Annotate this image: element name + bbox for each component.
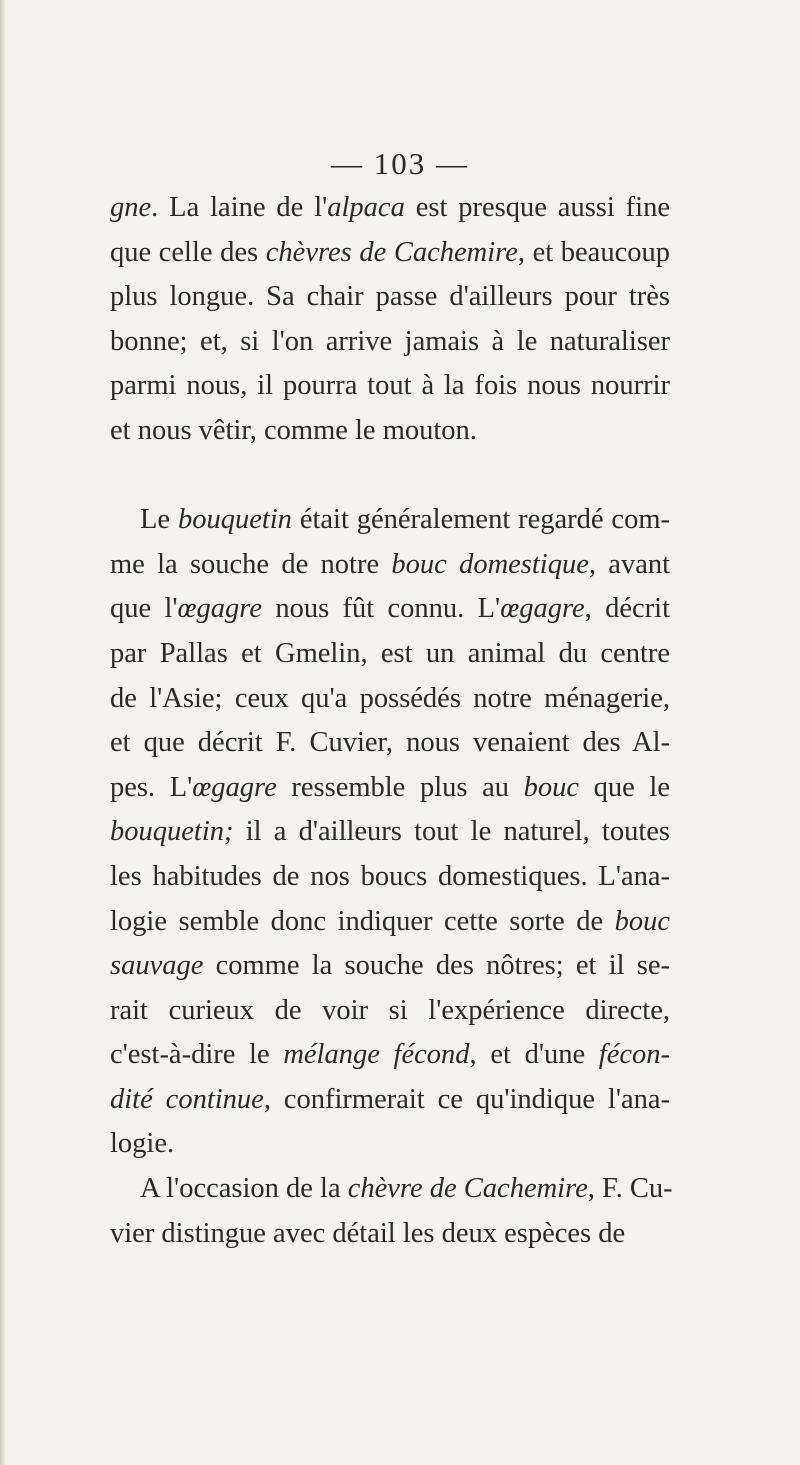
text-segment: logie. [110,1128,175,1160]
text-line [110,855,670,900]
text-segment: c'est-à-dire le [110,1039,284,1071]
text-segment: , F. Cu- [587,1173,673,1205]
text-segment: de l'Asie; ceux qu'a possédés notre ménagerie, [110,682,670,714]
text-segment: pes. L' [110,771,193,803]
italic-segment: sauvage [110,950,204,982]
italic-segment: gne [110,192,152,223]
italic-segment: bouc domestique [391,548,589,580]
text-segment: et que décrit F. Cuvier, nous venaient des Al- [110,727,670,759]
italic-segment: mélange fécond [283,1039,470,1071]
text-line [110,1033,670,1078]
italic-segment: bouc [523,771,580,803]
body-text [110,186,673,1256]
italic-segment: bouquetin; [110,816,234,848]
text-segment: rait curieux de voir si l'expérience directe, [110,994,670,1026]
italic-segment: œgagre [192,771,277,803]
paragraph-1 [110,186,670,454]
text-segment: ressemble plus au [276,771,524,803]
text-segment: il a d'ailleurs tout le naturel, toutes [233,816,670,848]
text-segment: , décrit [584,593,670,625]
text-line [110,409,670,454]
text-segment: logie semble donc indiquer cette sorte de [110,905,615,937]
page-number: — 103 — [331,146,469,181]
text-segment: , et d'une [469,1039,599,1071]
text-segment: A l'occasion de la [140,1173,348,1205]
text-line [110,275,670,320]
italic-segment: bouquetin [177,504,292,536]
text-line [110,320,670,365]
text-segment: , avant [588,548,671,580]
text-segment: bonne; et, si l'on arrive jamais à le naturaliser [110,325,670,357]
paragraph-gap [110,454,670,499]
text-segment: parmi nous, il pourra tout à la fois nous nourrir [110,370,670,402]
italic-segment: œgagre [500,593,585,625]
text-line [110,1167,673,1212]
text-segment: que l' [110,593,178,625]
paragraph-3 [110,1167,673,1256]
text-segment: comme la souche des nôtres; et il se- [203,950,670,982]
italic-segment: bouc [614,905,670,937]
text-line [110,721,670,766]
text-line [110,810,670,855]
text-segment: vier distingue avec détail les deux espèces de [110,1217,626,1249]
text-segment: , et beaucoup [517,236,670,268]
italic-segment: alpaca [327,192,405,223]
text-segment: nous fût connu. L' [262,593,501,625]
text-segment: , confirmerait ce qu'indique l'ana- [263,1083,671,1115]
italic-segment: œgagre [177,593,262,625]
text-line [110,1122,670,1167]
text-segment: par Pallas et Gmelin, est un animal du centre [110,637,670,669]
text-line [110,186,670,231]
text-line [110,1078,670,1123]
text-line [110,587,670,632]
text-line [110,989,670,1034]
italic-segment: chèvres de Cachemire [265,236,518,268]
italic-segment: dité continue [110,1083,264,1115]
text-segment: était généralement regardé com- [291,504,670,536]
text-segment: et nous vêtir, comme le mouton. [110,414,477,446]
text-segment: les habitudes de nos boucs domestiques. L'ana- [110,860,670,892]
text-line [110,543,670,588]
text-segment: me la souche de notre [110,548,392,580]
text-segment: Le [140,504,178,536]
text-line [110,766,670,811]
text-line [110,677,670,722]
text-line [110,944,670,989]
text-line [110,364,670,409]
text-line [110,1212,670,1257]
page-binding-edge [0,0,6,1465]
text-segment: est presque aussi fine [404,192,670,223]
text-line [110,900,670,945]
text-segment: plus longue. Sa chair passe d'ailleurs pour très [110,281,670,313]
text-line [110,498,670,543]
text-segment: que le [579,771,670,803]
italic-segment: chèvre de Cachemire [347,1173,588,1205]
text-line [110,231,670,276]
paragraph-2 [110,498,670,1167]
text-line [110,632,670,677]
text-segment: . La laine de l' [151,192,328,223]
text-segment: que celle des [110,236,266,268]
italic-segment: fécon- [598,1039,670,1071]
